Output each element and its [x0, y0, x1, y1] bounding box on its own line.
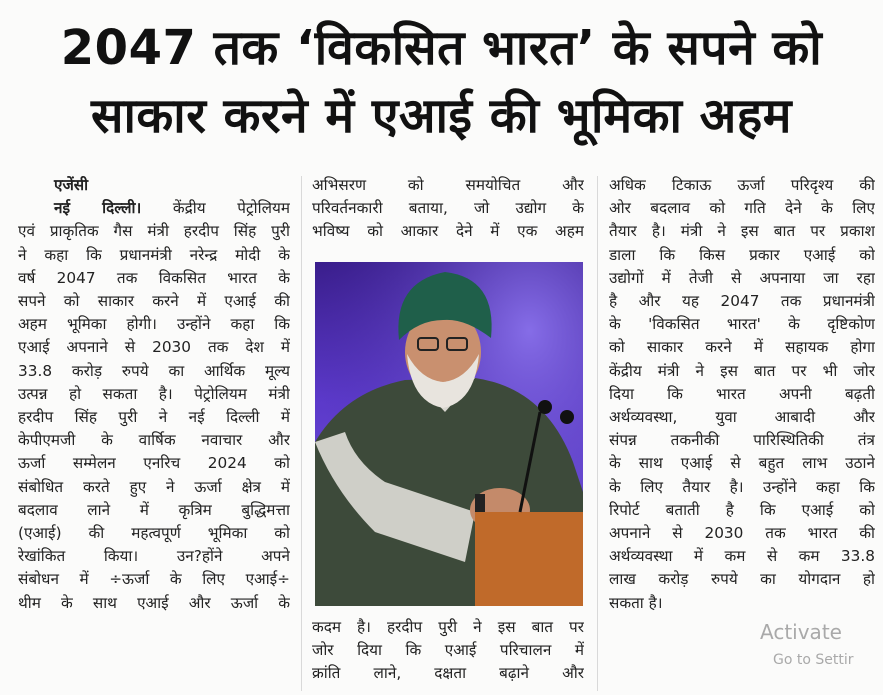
article-line: 33.8 करोड़ रुपये का आर्थिक मूल्य — [18, 361, 290, 380]
article-line: संबोधित करते हुए ने ऊर्जा क्षेत्र में — [18, 477, 290, 496]
article-line: लाख करोड़ रुपये का योगदान हो — [609, 570, 875, 589]
article-line: संपन्न तकनीकी पारिस्थितिकी तंत्र — [609, 431, 875, 450]
article-line: ने कहा कि प्रधानमंत्री नरेन्द्र मोदी के — [18, 245, 290, 264]
article-line: दिया कि भारत अपनी बढ़ती — [609, 384, 875, 403]
article-line: अहम भूमिका होगी। उन्होंने कहा कि — [18, 315, 290, 334]
article-column-2-top — [312, 174, 584, 244]
article-line: (एआई) की महत्वपूर्ण भूमिका को — [18, 524, 290, 543]
article-line: केंद्रीय मंत्री ने इस बात पर भी जोर — [609, 361, 875, 380]
headline-line-1: 2047 तक ‘विकसित भारत’ के सपने को — [60, 20, 823, 76]
article-line: केपीएमजी के वार्षिक नवाचार और — [18, 431, 290, 450]
article-line: कदम है। हरदीप पुरी ने इस बात पर — [312, 618, 584, 636]
article-line: उत्पन्न हो सकता है। पेट्रोलियम मंत्री — [18, 384, 290, 403]
article-line: एवं प्राकृतिक गैस मंत्री हरदीप सिंह पुरी — [18, 222, 290, 241]
article-column-1 — [18, 174, 290, 615]
column-divider — [597, 176, 598, 691]
column-divider — [301, 176, 302, 691]
headline-line-2: साकार करने में एआई की भूमिका अहम — [91, 88, 792, 144]
article-line: के 'विकसित भारत' के दृष्टिकोण — [609, 315, 875, 334]
byline-place: नई दिल्ली। — [54, 199, 142, 218]
article-line: ओर बदलाव को गति देने के लिए — [609, 199, 875, 218]
article-line: के लिए तैयार है। उन्होंने कहा कि — [609, 477, 875, 496]
article-line: परिवर्तनकारी बताया, जो उद्योग के — [312, 199, 584, 218]
article-line: रेखांकित किया। उन?होंने अपने — [18, 547, 290, 566]
article-line: अधिक टिकाऊ ऊर्जा परिदृश्य की — [609, 176, 875, 194]
article-text: केंद्रीय पेट्रोलियम — [141, 199, 290, 218]
article-line: उद्योगों में तेजी से अपनाया जा रहा — [609, 268, 875, 287]
article-column-3 — [609, 174, 875, 615]
podium — [475, 512, 583, 606]
activate-watermark: Activate — [760, 620, 842, 644]
news-photo — [315, 262, 583, 606]
article-line: वर्ष 2047 तक विकसित भारत के — [18, 268, 290, 287]
article-line: ऊर्जा सम्मेलन एनरिच 2024 को — [18, 454, 290, 473]
article-line: हरदीप सिंह पुरी ने नई दिल्ली में — [18, 408, 290, 427]
article-line: अपनाने से 2030 तक भारत की — [609, 524, 875, 543]
settings-watermark: Go to Settir — [773, 652, 854, 668]
article-line: जोर दिया कि एआई परिचालन में — [312, 641, 584, 660]
article-line: को साकार करने में सहायक होगा — [609, 338, 875, 357]
article-line: भविष्य को आकार देने में एक अहम — [312, 222, 584, 241]
article-line: है और यह 2047 तक प्रधानमंत्री — [609, 292, 875, 311]
article-line: रिपोर्ट बताती है कि एआई को — [609, 500, 875, 519]
article-line: सपने को साकार करने में एआई की — [18, 292, 290, 311]
byline-agency: एजेंसी — [54, 176, 89, 194]
article-line: अभिसरण को समयोचित और — [312, 176, 584, 194]
article-line: अर्थव्यवस्था में कम से कम 33.8 — [609, 547, 875, 566]
article-line: तैयार है। मंत्री ने इस बात पर प्रकाश — [609, 222, 875, 241]
article-line: डाला कि किस प्रकार एआई को — [609, 245, 875, 264]
article-column-2-bottom — [312, 616, 584, 686]
article-line: संबोधन में ÷ऊर्जा के लिए एआई÷ — [18, 570, 290, 589]
article-line: सकता है। — [609, 593, 663, 612]
article-line: अर्थव्यवस्था, युवा आबादी और — [609, 408, 875, 427]
dateline-line — [18, 197, 290, 220]
microphone-icon — [538, 400, 552, 414]
article-line: के साथ एआई से बहुत लाभ उठाने — [609, 454, 875, 473]
speaker-illustration — [315, 262, 583, 606]
article-line: क्रांति लाने, दक्षता बढ़ाने और — [312, 664, 584, 683]
article-line: थीम के साथ एआई और ऊर्जा के — [18, 593, 290, 612]
article-line: एआई अपनाने से 2030 तक देश में — [18, 338, 290, 357]
article-line: बदलाव लाने में कृत्रिम बुद्धिमत्ता — [18, 500, 290, 519]
microphone-icon — [560, 410, 574, 424]
